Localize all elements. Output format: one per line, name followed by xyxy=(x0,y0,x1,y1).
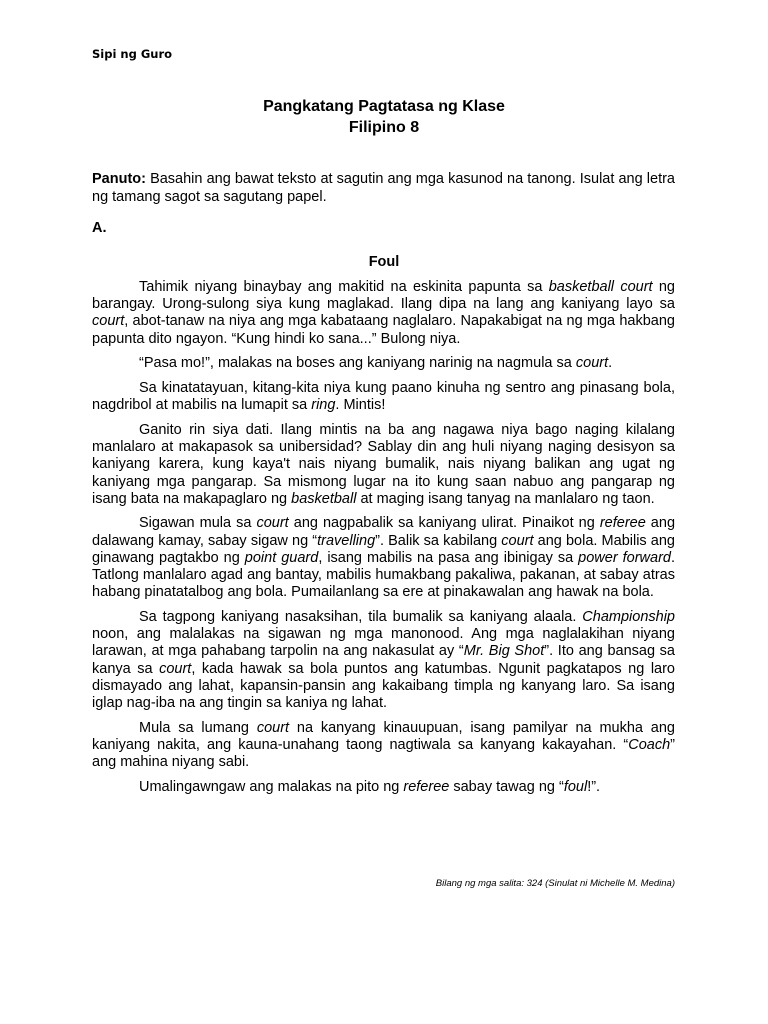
text-run: Ganito rin siya dati. Ilang mintis na ba ang nagawa niya bago naging kilalang manlalaro at makapasok sa unibersidad? Sablay din ang huli niyang naging desisyon sa kaniyang karera, kung kaya't nais niyang bumalik, nais niyang balikan ang ugat ng kaniyang mga pangarap. Sa mismong lugar na ito kung saan nabuo ang pangarap ng isang bata na makapaglaro ng xyxy=(92,421,675,507)
story-paragraph xyxy=(92,279,675,348)
text-run: !”. xyxy=(587,778,601,795)
text-run: . Tatlong manlalaro agad ang bantay, mabilis humakbang pakaliwa, pakanan, at sabay atras habang pinatatalbog ang bola. Pumailanlang sa ere at pinakawalan ang hawak na bola. xyxy=(92,549,676,601)
italic-term: point guard xyxy=(244,549,319,566)
section-label: A. xyxy=(92,220,107,236)
italic-term: court xyxy=(92,313,125,330)
word-count-note: Bilang ng mga salita: 324 (Sinulat ni Michelle M. Medina) xyxy=(435,878,675,889)
story-title: Foul xyxy=(368,254,400,270)
italic-term: referee xyxy=(403,778,450,795)
instructions-label: Panuto: xyxy=(92,171,146,187)
story-paragraph xyxy=(92,609,675,712)
text-run: ”. Ito ang bansag sa kanya sa xyxy=(92,643,675,677)
story-paragraph xyxy=(92,355,675,372)
italic-term: court xyxy=(256,515,289,532)
text-run: Sa kinatatayuan, kitang-kita niya kung paano kinuha ng sentro ang pinasang bola, nagdribol at mabilis na lumapit sa xyxy=(92,380,675,414)
text-run: Mula sa lumang xyxy=(139,719,257,736)
story-paragraph xyxy=(92,720,675,772)
italic-term: power forward xyxy=(578,549,671,566)
italic-term: referee xyxy=(599,515,646,532)
instructions-text: Basahin ang bawat teksto at sagutin ang mga kasunod na tanong. Isulat ang letra ng tamang sagot sa sagutang papel. xyxy=(92,171,675,205)
text-run: ” ang mahina niyang sabi. xyxy=(92,736,675,771)
text-run: ang nagpabalik sa kaniyang ulirat. Pinaikot ng xyxy=(288,515,600,532)
text-run: . Mintis! xyxy=(335,397,386,414)
text-run: ang dalawang kamay, sabay sigaw ng “ xyxy=(92,515,676,549)
italic-term: court xyxy=(159,660,192,677)
text-run: “Pasa mo!”, malakas na boses ang kaniyang narinig na nagmula sa xyxy=(139,355,576,372)
text-run: ang bola. Mabilis ang ginawang pagtakbo ng xyxy=(92,532,675,566)
italic-term: court xyxy=(256,719,290,736)
italic-term: court xyxy=(501,532,534,549)
text-run: Tahimik niyang binaybay ang makitid na eskinita papunta sa xyxy=(139,279,549,295)
text-run: na kanyang kinauupuan, isang pamilyar na mukha ang kaniyang nakita, ang kauna-unahang taong nagtiwala sa kanyang kakayahan. “ xyxy=(92,719,675,753)
text-run: Sigawan mula sa xyxy=(139,515,257,532)
header-label: Sipi ng Guro xyxy=(92,47,173,61)
italic-term: basketball xyxy=(291,490,357,507)
document-subtitle: Filipino 8 xyxy=(348,119,420,136)
text-run: ”. Balik sa kabilang xyxy=(375,532,502,549)
story-paragraph xyxy=(92,779,675,796)
text-run: . xyxy=(608,355,613,372)
italic-term: Championship xyxy=(582,608,675,625)
text-run: noon, ang malalakas na sigawan ng mga manonood. Ang mga naglalakihan niyang larawan, at mga pahabang tarpolin na ang nakasulat ay “ xyxy=(92,626,675,660)
italic-term: Coach xyxy=(628,736,671,753)
text-run: ng barangay. Urong-sulong siya kung maglakad. Ilang dipa na lang ang kaniyang layo sa xyxy=(92,279,675,313)
text-run: , isang mabilis na pasa ang ibinigay sa xyxy=(318,549,579,566)
italic-term: court xyxy=(575,355,609,372)
document-title: Pangkatang Pagtatasa ng Klase xyxy=(263,98,505,115)
italic-term: foul xyxy=(563,778,588,795)
story-body xyxy=(92,279,675,803)
text-run: Sa tagpong kaniyang nasaksihan, tila bumalik sa kaniyang alaala. xyxy=(139,608,583,625)
italic-term: basketball court xyxy=(548,279,653,295)
story-paragraph xyxy=(92,380,675,414)
text-run: , abot-tanaw na niya ang mga kabataang naglalaro. Napakabigat na ng mga hakbang papunta dito ngayon. “Kung hindi ko sana...” Bulong niya. xyxy=(92,313,675,347)
text-run: , kada hawak sa bola puntos ang katumbas. Ngunit pagkatapos ng laro dismayado ang lahat, kapansin-pansin ang kakaibang timpla ng kanyang laro. Sa isang iglap nag-iba na ang tingin sa kaniya ng lahat. xyxy=(92,660,675,711)
text-run: at maging isang tanyag na manlalaro ng taon. xyxy=(356,490,655,507)
instructions xyxy=(92,171,675,206)
text-run: sabay tawag ng “ xyxy=(449,778,564,795)
italic-term: ring xyxy=(311,397,336,414)
italic-term: Mr. Big Shot xyxy=(463,643,545,660)
story-paragraph xyxy=(92,515,675,601)
text-run: Umalingawngaw ang malakas na pito ng xyxy=(139,778,404,795)
italic-term: travelling xyxy=(317,532,376,549)
story-paragraph xyxy=(92,422,675,508)
